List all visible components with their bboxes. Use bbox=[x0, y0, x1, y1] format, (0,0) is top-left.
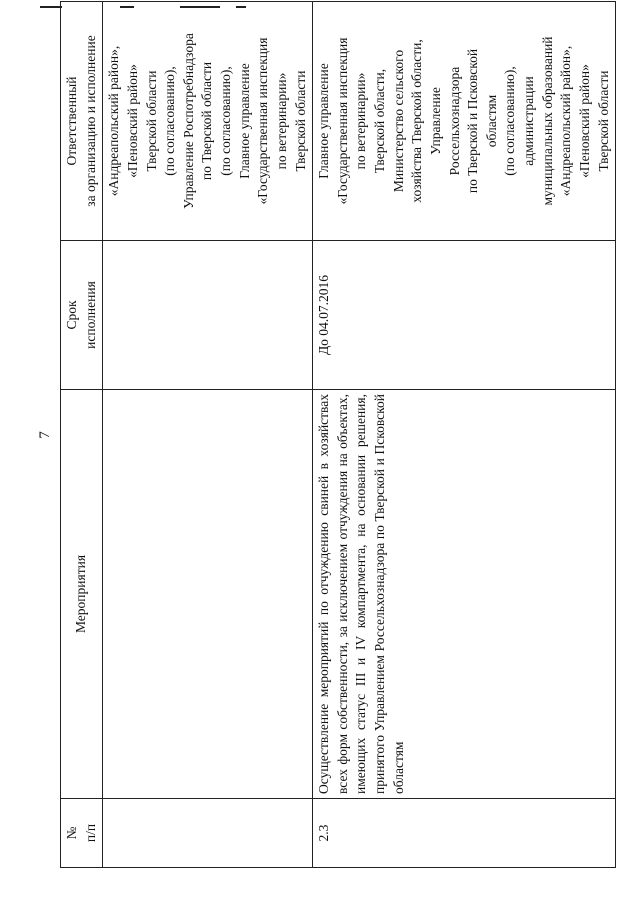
table-row bbox=[313, 2, 616, 868]
activities-table bbox=[60, 1, 616, 868]
header-activity: Мероприятия bbox=[61, 390, 103, 799]
row-responsible: «Андреапольский район», «Пеновский район» Тверской области (по согласованию), Управление Роспотребнадзора по Тверской области (по согласованию), Главное управление «Государственная инспекция по ветеринарии» Тверской области bbox=[103, 2, 313, 241]
table-row bbox=[103, 2, 313, 868]
header-deadline: Срок исполнения bbox=[61, 241, 103, 390]
header-row bbox=[61, 2, 103, 868]
row-num bbox=[103, 799, 313, 868]
row-num: 2.3 bbox=[313, 799, 616, 868]
row-activity bbox=[103, 390, 313, 799]
row-responsible: Главное управление «Государственная инспекция по ветеринарии» Тверской области, Министерство сельского хозяйства Тверской области, Управление Россельхознадзора по Тверской и Псковской областям (по согласованию), администрации муниципальных образований «Андреапольский район», «Пеновский район» Тверской области bbox=[313, 2, 616, 241]
header-num: № п/п bbox=[61, 799, 103, 868]
header-responsible: Ответственный за организацию и исполнение bbox=[61, 2, 103, 241]
rotated-table-container bbox=[60, 33, 611, 868]
row-deadline bbox=[103, 241, 313, 390]
top-rule-1 bbox=[40, 6, 62, 8]
row-activity: Осуществление мероприятий по отчуждению свиней в хозяйствах всех форм собственности, за исключением отчуждения на объектах, имеющих статус III и IV компартмента, на основании решения, принятого Управлением Россельхознадзора по Тверской и Псковской областям bbox=[313, 390, 616, 799]
page-number: 7 bbox=[37, 431, 53, 439]
row-deadline: До 04.07.2016 bbox=[313, 241, 616, 390]
